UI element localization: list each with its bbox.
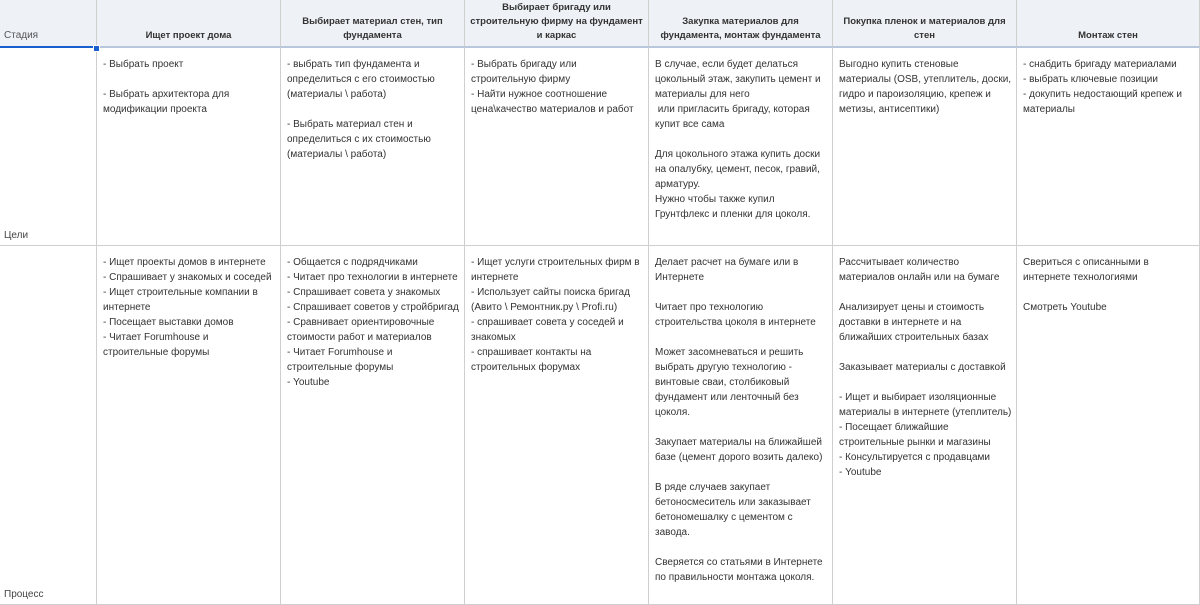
header-col-5[interactable]: Покупка пленок и материалов для стен <box>833 0 1017 48</box>
goals-cell-5[interactable]: Выгодно купить стеновые материалы (OSB, утеплитель, доски, гидро и пароизоляцию, крепеж и метизы, антисептики) <box>833 48 1017 246</box>
row-label-goals[interactable]: Цели <box>0 48 97 246</box>
selection-fill-handle[interactable] <box>93 45 100 52</box>
header-col-2[interactable]: Выбирает материал стен, тип фундамента <box>281 0 465 48</box>
goals-cell-1[interactable]: - Выбрать проект - Выбрать архитектора для модификации проекта <box>97 48 281 246</box>
goals-cell-3[interactable]: - Выбрать бригаду или строительную фирму - Найти нужное соотношение цена\качество материалов и работ <box>465 48 649 246</box>
process-cell-4[interactable]: Делает расчет на бумаге или в Интернете Читает про технологию строительства цоколя в интернете Может засомневаться и решить выбрать другую технологию - винтовые сваи, столбиковый фундамент или ленточный без цоколя. Закупает материалы на ближайшей базе (цемент дорого возить далеко) В ряде случаев закупает бетоносмеситель или заказывает бетономешалку с цементом с завода. Сверяется со статьями в Интернете по правильности монтажа цоколя. <box>649 246 833 605</box>
process-cell-3[interactable]: - Ищет услуги строительных фирм в интернете - Использует сайты поиска бригад (Авито \ Ремонтник.ру \ Profi.ru) - спрашивает совета у соседей и знакомых - спрашивает контакты на строительных форумах <box>465 246 649 605</box>
process-cell-6[interactable]: Свериться с описанными в интернете технологиями Смотреть Youtube <box>1017 246 1200 605</box>
process-cell-5[interactable]: Рассчитывает количество материалов онлайн или на бумаге Анализирует цены и стоимость доставки в интернете и на ближайших строительных базах Заказывает материалы с доставкой - Ищет и выбирает изоляционные материалы в интернете (утеплитель) - Посещает ближайшие строительные рынки и магазины - Консультируется с продавцами - Youtube <box>833 246 1017 605</box>
goals-cell-2[interactable]: - выбрать тип фундамента и определиться с его стоимостью (материалы \ работа) - Выбрать материал стен и определиться с их стоимостью (материалы \ работа) <box>281 48 465 246</box>
header-col-6[interactable]: Монтаж стен <box>1017 0 1200 48</box>
process-cell-1[interactable]: - Ищет проекты домов в интернете - Спрашивает у знакомых и соседей - Ищет строительные компании в интернете - Посещает выставки домов - Читает Forumhouse и строительные форумы <box>97 246 281 605</box>
goals-cell-4[interactable]: В случае, если будет делаться цокольный этаж, закупить цемент и материалы для него или пригласить бригаду, которая купит все сама Для цокольного этажа купить доски на опалубку, цемент, песок, гравий, арматуру. Нужно чтобы также купил Грунтфлекс и пленки для цоколя. <box>649 48 833 246</box>
process-cell-2[interactable]: - Общается с подрядчиками - Читает про технологии в интернете - Спрашивает совета у знакомых - Спрашивает советов у стройбригад - Сравнивает ориентировочные стоимости работ и материалов - Читает Forumhouse и строительные форумы - Youtube <box>281 246 465 605</box>
goals-cell-6[interactable]: - снабдить бригаду материалами - выбрать ключевые позиции - докупить недостающий крепеж и материалы <box>1017 48 1200 246</box>
row-label-process[interactable]: Процесс <box>0 246 97 605</box>
header-stage[interactable]: Стадия <box>0 0 97 48</box>
header-col-3[interactable]: Выбирает бригаду или строительную фирму на фундамент и каркас <box>465 0 649 48</box>
header-col-1[interactable]: Ищет проект дома <box>97 0 281 48</box>
header-col-4[interactable]: Закупка материалов для фундамента, монтаж фундамента <box>649 0 833 48</box>
